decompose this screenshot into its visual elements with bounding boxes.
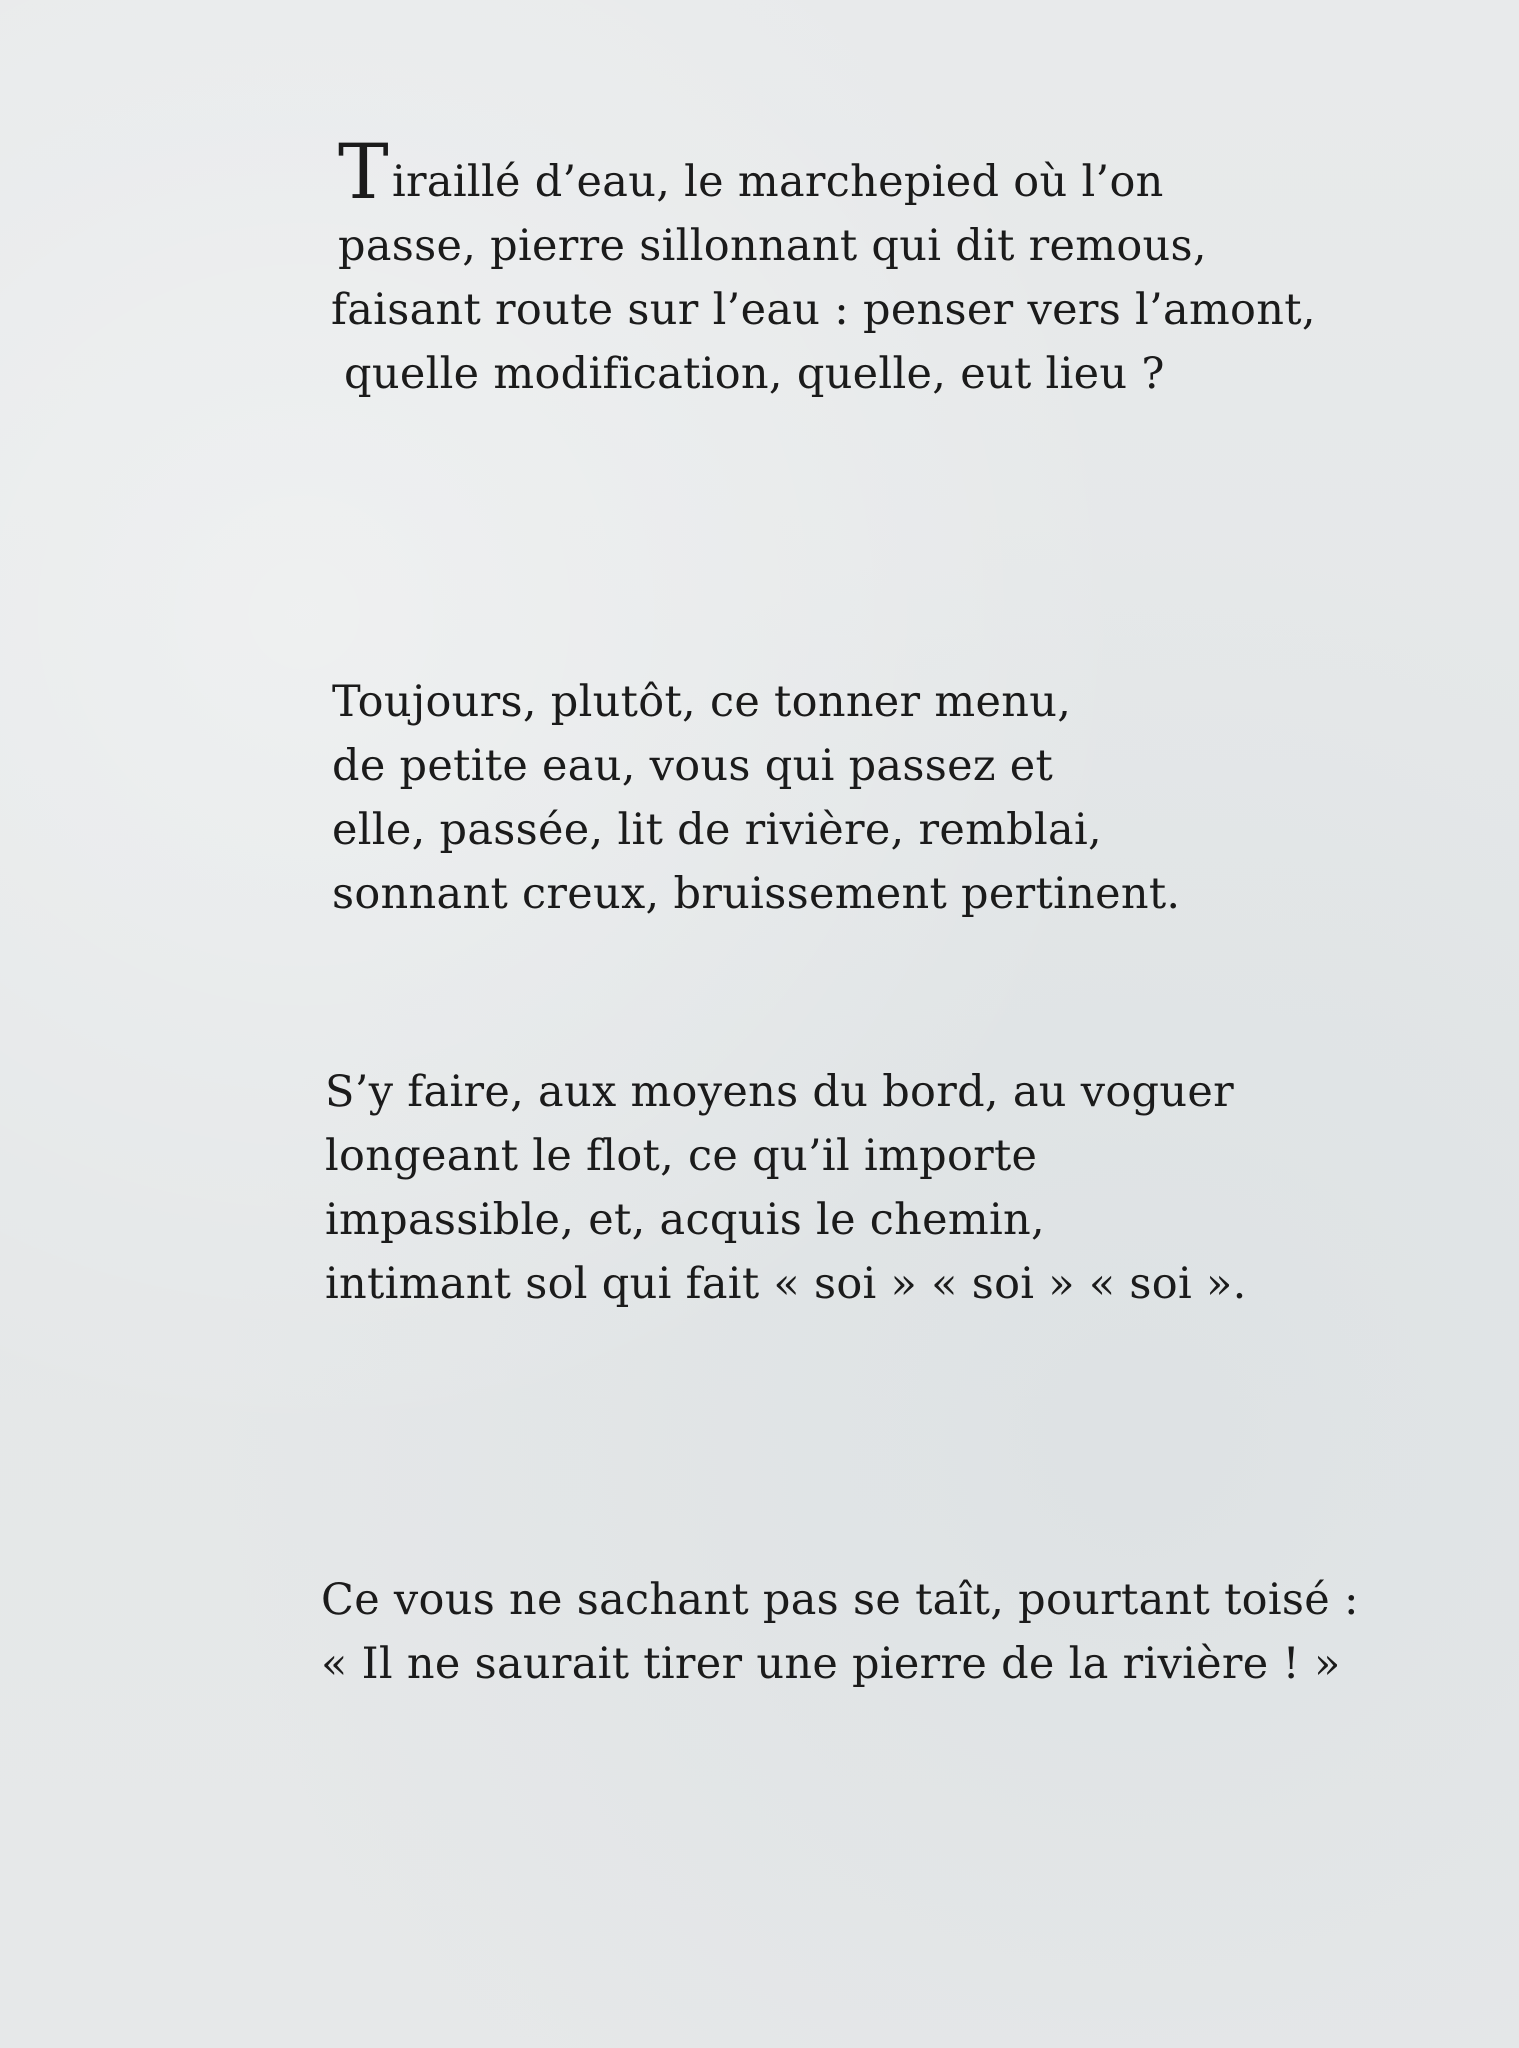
poem-line [338,127,1316,216]
poem-line: de petite eau, vous qui passez et [332,741,1054,791]
stanza-4 [321,1568,1359,1696]
stanza-2 [332,670,1180,926]
stanza-1 [331,127,1316,406]
poem-line: impassible, et, acquis le chemin, [325,1195,1046,1245]
stanza-3 [325,1060,1247,1316]
poem-line: sonnant creux, bruissement pertinent. [332,869,1181,919]
line-text: iraillé d’eau, le marchepied où l’on [392,157,1164,207]
drop-cap: T [338,127,389,216]
poem-line: elle, passée, lit de rivière, remblai, [332,805,1103,855]
poem-line: S’y faire, aux moyens du bord, au voguer [325,1067,1234,1117]
poem-line: faisant route sur l’eau : penser vers l’amont, [331,285,1316,335]
poem-line: passe, pierre sillonnant qui dit remous, [338,221,1207,271]
poem-line: intimant sol qui fait « soi » « soi » « soi ». [325,1259,1247,1309]
poem-line: Ce vous ne sachant pas se taît, pourtant toisé : [321,1575,1359,1625]
poem-line: longeant le flot, ce qu’il importe [325,1131,1038,1181]
poem-line: quelle modification, quelle, eut lieu ? [344,349,1165,399]
poem-line: « Il ne saurait tirer une pierre de la rivière ! » [321,1639,1341,1689]
poem-line: Toujours, plutôt, ce tonner menu, [332,677,1072,727]
